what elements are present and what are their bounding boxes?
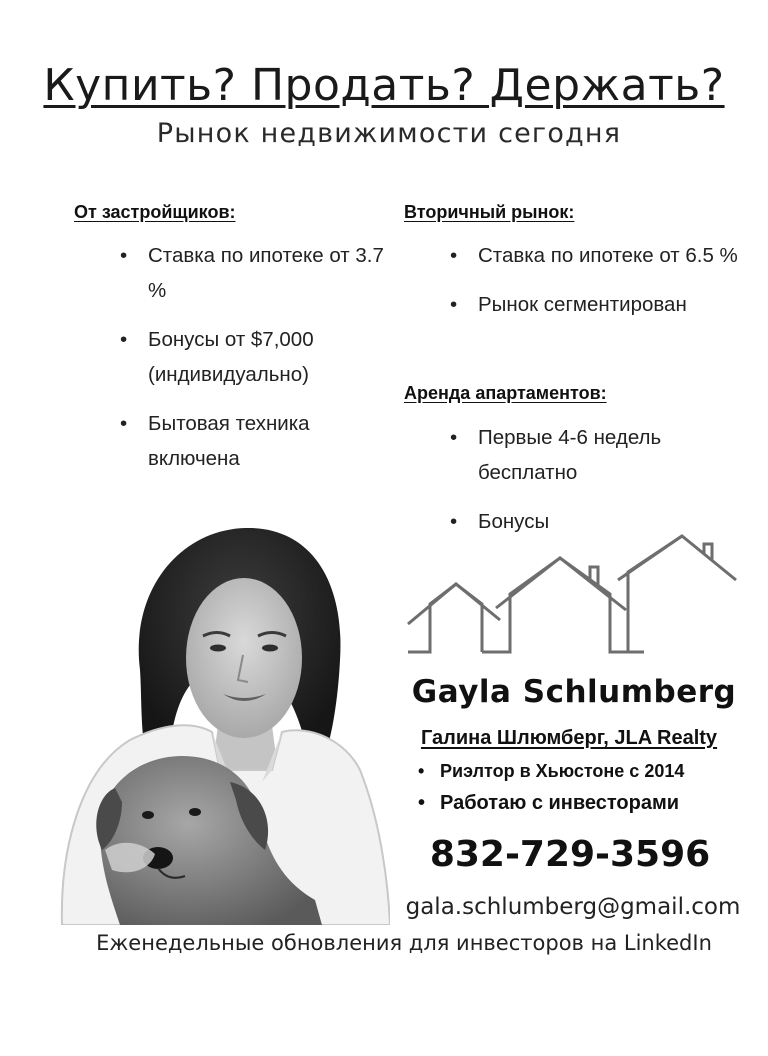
list-item: • Первые 4-6 недель бесплатно — [450, 420, 720, 490]
page-subtitle: Рынок недвижимости сегодня — [156, 118, 622, 149]
page-title-text: Купить? Продать? Держать? — [43, 60, 725, 111]
houses-outline-icon — [400, 532, 750, 662]
agent-name: Gayla Schlumberg — [411, 674, 737, 710]
agent-realty: Галина Шлюмберг, JLA Realty — [420, 727, 718, 749]
agent-email[interactable]: gala.schlumberg@gmail.com — [405, 894, 741, 920]
agent-with-dog-photo — [60, 520, 390, 925]
list-item: • Ставка по ипотеке от 6.5 % — [450, 238, 740, 273]
list-item: • Работаю с инвесторами — [418, 786, 684, 820]
rental-list — [450, 420, 720, 539]
new-construction-list — [120, 238, 390, 476]
page-title — [0, 56, 768, 116]
list-item: • Ставка по ипотеке от 3.7 % — [120, 238, 390, 308]
new-construction-heading: От застройщиков: — [74, 202, 236, 222]
list-item: • Риэлтор в Хьюстоне с 2014 — [418, 756, 684, 786]
agent-credentials — [418, 756, 684, 820]
rental-heading: Аренда апартаментов: — [404, 383, 607, 403]
list-item: • Бытовая техника включена — [120, 406, 390, 476]
list-item: • Бонусы от $7,000 (индивидуально) — [120, 322, 390, 392]
list-item: • Бонусы — [450, 504, 720, 539]
footer-note: Еженедельные обновления для инвесторов на LinkedIn — [96, 931, 712, 955]
resale-heading: Вторичный рынок: — [404, 202, 575, 222]
resale-list — [450, 238, 740, 322]
list-item: • Рынок сегментирован — [450, 287, 740, 322]
agent-phone[interactable]: 832-729-3596 — [429, 834, 711, 875]
